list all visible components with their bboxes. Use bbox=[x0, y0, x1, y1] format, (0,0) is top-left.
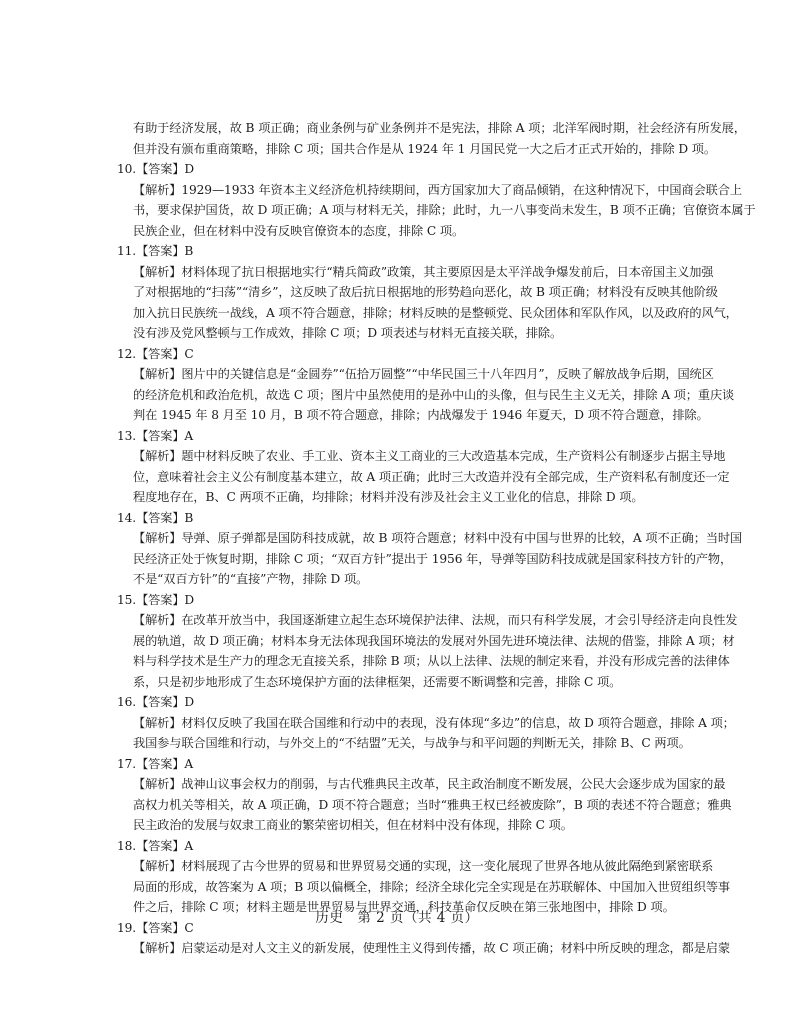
explanation-line: 判在 1945 年 8 月至 10 月，B 项不符合题意，排除；内战爆发于 1946 年夏天，D 项不符合题意，排除。 bbox=[133, 408, 709, 422]
explanation-line: 料与科学技术是生产力的理念无直接关系，排除 B 项；从以上法律、法规的制定来看，并没有形成完善的法律体 bbox=[133, 654, 730, 668]
explanation-line: 书，要求保护国货，故 D 项正确；A 项与材料无关，排除；此时，九一八事变尚未发生，B 项不正确；官僚资本属于 bbox=[133, 203, 756, 217]
explanation-line: 【解析】1929—1933 年资本主义经济危机持续期间，西方国家加大了商品倾销，在这种情况下，中国商会联合上 bbox=[133, 182, 742, 197]
explanation-line: 加入抗日民族统一战线，A 项不符合题意，排除；材料反映的是整顿党、民众团体和军队作风，以及政府的风气， bbox=[133, 305, 738, 320]
answer-line: 11.【答案】B bbox=[117, 244, 194, 258]
explanation-line: 【解析】题中材料反映了农业、手工业、资本主义工商业的三大改造基本完成，生产资料公有制逐步占据主导地 bbox=[133, 449, 726, 463]
explanation-line: 民族企业，但在材料中没有反映官僚资本的态度，排除 C 项。 bbox=[133, 223, 465, 238]
explanation-line: 位，意味着社会主义公有制度基本建立，故 A 项正确；此时三大改造并没有全部完成，生产资料私有制度还一定 bbox=[133, 469, 730, 484]
answer-line: 13.【答案】A bbox=[117, 428, 194, 443]
explanation-line: 没有涉及党风整顿与工作成效，排除 C 项；D 项表述与材料无直接关联，排除。 bbox=[133, 326, 563, 340]
answer-explanation-text bbox=[117, 118, 756, 959]
explanation-line: 不是“双百方针”的“直接”产物，排除 D 项。 bbox=[133, 572, 369, 586]
explanation-line: 程度地存在，B、C 两项不正确，均排除；材料并没有涉及社会主义工业化的信息，排除 D 项。 bbox=[133, 490, 644, 504]
explanation-line: 了对根据地的“扫荡”“清乡”，这反映了敌后抗日根据地的形势趋向恶化，故 B 项正确；材料没有反映其他阶级 bbox=[133, 285, 718, 299]
explanation-line: 民主政治的发展与奴隶工商业的繁荣密切相关，但在材料中没有体现，排除 C 项。 bbox=[133, 818, 573, 832]
explanation-line: 我国参与联合国维和行动，与外交上的“不结盟”无关，与战争与和平问题的判断无关，排除 B、C 两项。 bbox=[133, 736, 691, 750]
explanation-line: 民经济正处于恢复时期，排除 C 项；“双百方针”提出于 1956 年，导弹等国防科技成就是国家科技方针的产物， bbox=[133, 551, 733, 566]
explanation-line: 【解析】战神山议事会权力的削弱，与古代雅典民主改革，民主政治制度不断发展，公民大会逐步成为国家的最 bbox=[133, 777, 726, 791]
explanation-line: 件之后，排除 C 项；材料主题是世界贸易与世界交通，科技革命仅反映在第三张地图中，排除 D 项。 bbox=[133, 900, 675, 914]
page-footer: 历史 第 2 页（共 4 页） bbox=[315, 910, 479, 926]
answer-line: 16.【答案】D bbox=[117, 695, 195, 709]
explanation-line: 有助于经济发展，故 B 项正确；商业条例与矿业条例并不是宪法，排除 A 项；北洋军阀时期，社会经济有所发展， bbox=[133, 121, 746, 135]
answer-line: 15.【答案】D bbox=[117, 592, 195, 607]
answer-line: 14.【答案】B bbox=[117, 510, 194, 525]
explanation-line: 【解析】启蒙运动是对人文主义的新发展，使理性主义得到传播，故 C 项正确；材料中所反映的理念，都是启蒙 bbox=[133, 941, 730, 955]
explanation-line: 【解析】材料仅反映了我国在联合国维和行动中的表现，没有体现“多边”的信息，故 D 项符合题意，排除 A 项； bbox=[133, 715, 735, 730]
explanation-line: 系，只是初步地形成了生态环境保护方面的法律框架，还需要不断调整和完善，排除 C 项。 bbox=[133, 674, 622, 689]
answer-line: 17.【答案】A bbox=[117, 756, 194, 771]
answer-line: 10.【答案】D bbox=[117, 162, 195, 176]
answer-line: 19.【答案】C bbox=[117, 920, 194, 935]
explanation-line: 高权力机关等相关，故 A 项正确，D 项不符合题意；当时“雅典王权已经被废除”，B 项的表述不符合题意；雅典 bbox=[133, 797, 732, 812]
explanation-line: 【解析】材料体现了抗日根据地实行“精兵简政”政策，其主要原因是太平洋战争爆发前后，日本帝国主义加强 bbox=[133, 264, 714, 279]
explanation-line: 的经济危机和政治危机，故选 C 项；图片中虽然使用的是孙中山的头像，但与民生主义无关，排除 A 项；重庆谈 bbox=[133, 387, 735, 402]
explanation-line: 【解析】在改革开放当中，我国逐渐建立起生态环境保护法律、法规，而只有科学发展，才会引导经济走向良性发 bbox=[133, 613, 738, 627]
explanation-line: 【解析】导弹、原子弹都是国防科技成就，故 B 项符合题意；材料中没有中国与世界的比较，A 项不正确；当时国 bbox=[133, 531, 743, 545]
explanation-line: 【解析】图片中的关键信息是“金圆券”“伍拾万圆整”“中华民国三十八年四月”，反映了解放战争后期，国统区 bbox=[133, 367, 714, 381]
explanation-line: 局面的形成，故答案为 A 项；B 项以偏概全，排除；经济全球化完全实现是在苏联解体、中国加入世贸组织等事 bbox=[133, 879, 730, 894]
explanation-line: 【解析】材料展现了古今世界的贸易和世界贸易交通的实现，这一变化展现了世界各地从彼此隔绝到紧密联系 bbox=[133, 859, 714, 873]
explanation-line: 但并没有颁布重商策略，排除 C 项；国共合作是从 1924 年 1 月国民党一大之后才正式开始的，排除 D 项。 bbox=[133, 141, 716, 156]
answer-line: 18.【答案】A bbox=[117, 838, 194, 853]
explanation-line: 展的轨道，故 D 项正确；材料本身无法体现我国环境法的发展对外国先进环境法律、法规的借鉴，排除 A 项；材 bbox=[133, 633, 735, 648]
answer-line: 12.【答案】C bbox=[117, 346, 194, 361]
